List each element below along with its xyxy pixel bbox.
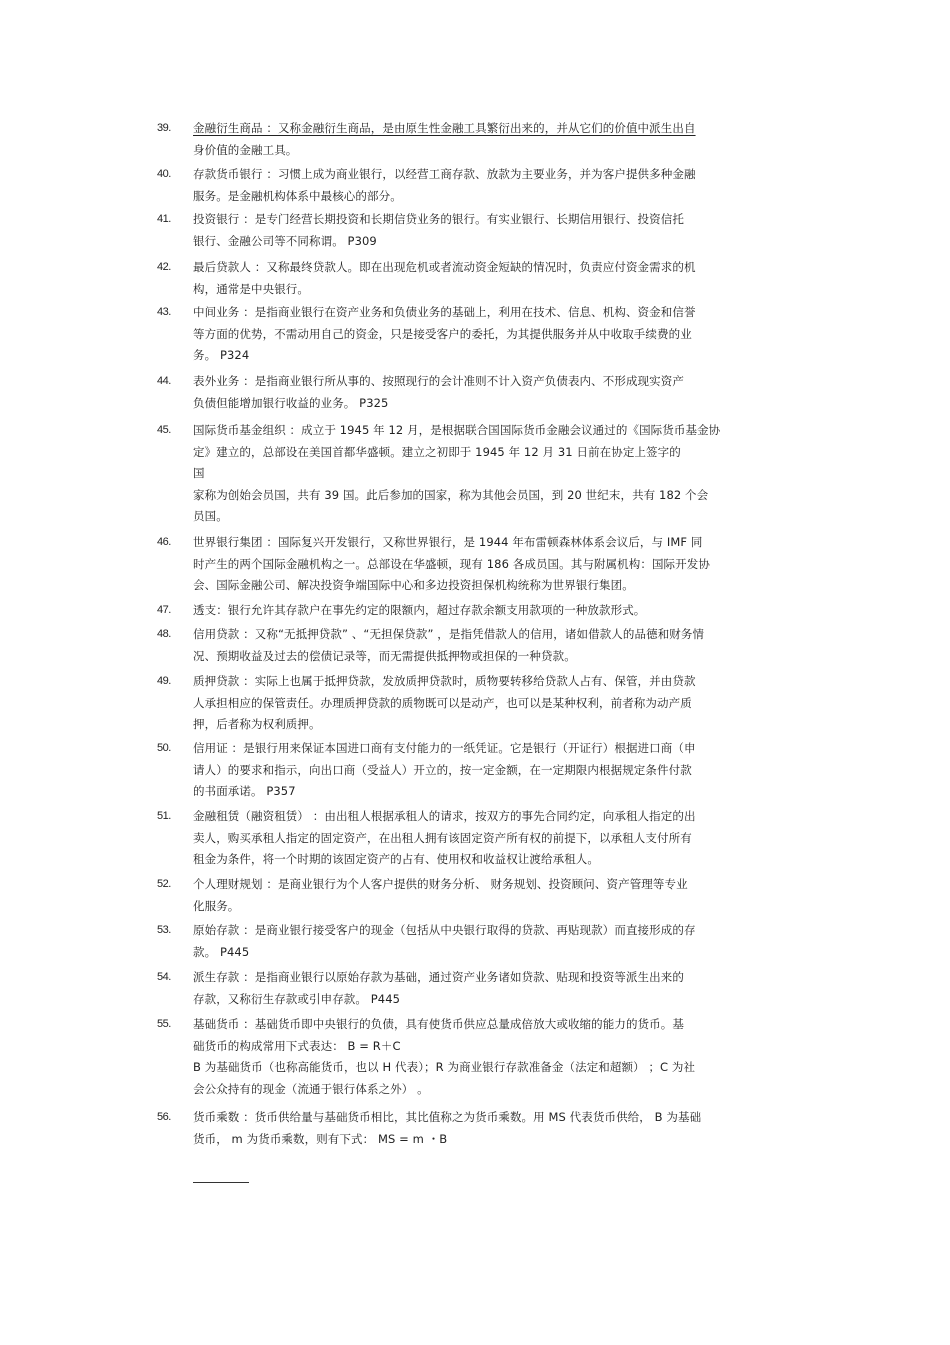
entry-body: [193, 671, 817, 736]
entry-line: 构，通常是中央银行。: [193, 281, 309, 296]
entry-body: [193, 967, 817, 1010]
entry-47: [157, 600, 817, 622]
entry-line: 请人）的要求和指示，向出口商（受益人）开立的，按一定金额，在一定期限内根据规定条件付款: [193, 762, 692, 777]
entry-number: 46.: [157, 536, 171, 548]
entry-line: 原始存款 ：是商业银行接受客户的现金（包括从中央银行取得的贷款、再贴现款）而直接形成的存: [193, 923, 696, 937]
entry-number: 48.: [157, 628, 171, 640]
entry-number: 50.: [157, 742, 171, 754]
entry-52: [157, 874, 817, 917]
entry-44: [157, 371, 817, 414]
entry-body: [193, 164, 817, 207]
entry-line: 负债但能增加银行收益的业务。 P325: [193, 395, 389, 410]
entry-line: 个人理财规划 ：是商业银行为个人客户提供的财务分析、 财务规划、投资顾问、资产管理等专业: [193, 877, 688, 891]
entry-line: 的书面承诺。 P357: [193, 784, 296, 798]
entry-line: 透支：银行允许其存款户在事先约定的限额内，超过存款余额支用款项的一种放款形式。: [193, 603, 646, 617]
entry-number: 39.: [157, 122, 171, 134]
entry-line: 存款，又称衍生存款或引申存款。 P445: [193, 991, 401, 1006]
entry-number: 45.: [157, 424, 171, 436]
entry-line: 押，后者称为权利质押。: [193, 717, 321, 731]
entry-line: 世界银行集团 ：国际复兴开发银行，又称世界银行，是 1944 年布雷顿森林体系会议后，与 IMF 同: [193, 535, 703, 549]
entry-body: [193, 920, 817, 963]
entry-line: B 为基础货币（也称高能货币，也以 H 代表）；R 为商业银行存款准备金（法定和超额） ；C 为社: [193, 1060, 696, 1074]
entry-line: 最后贷款人 ：又称最终贷款人。即在出现危机或者流动资金短缺的情况时，负责应付资金需求的机: [193, 260, 696, 274]
entry-number: 41.: [157, 213, 171, 225]
entry-body: [193, 302, 817, 367]
entry-body: [193, 118, 817, 161]
entry-line: 家称为创始会员国，共有 39 国。此后参加的国家，称为其他会员国，到 20 世纪末，共有 182 个会: [193, 487, 709, 502]
entry-line: 存款货币银行 ：习惯上成为商业银行，以经营工商存款、放款为主要业务，并为客户提供多种金融: [193, 167, 696, 181]
entry-line: 质押贷款 ：实际上也属于抵押贷款，发放质押贷款时，质物要转移给贷款人占有、保管，并由贷款: [193, 674, 696, 688]
entry-line: 金融租赁（融资租赁） ：由出租人根据承租人的请求，按双方的事先合同约定，向承租人指定的出: [193, 809, 696, 823]
entry-line: 服务。是金融机构体系中最核心的部分。: [193, 188, 402, 203]
entry-line: 银行、金融公司等不同称谓。 P309: [193, 233, 377, 248]
entry-42: [157, 257, 817, 300]
entry-line: 货币， m 为货币乘数，则有下式： MS = m ・B: [193, 1131, 448, 1146]
entry-55: [157, 1014, 817, 1100]
entry-40: [157, 164, 817, 207]
entry-line: 身价值的金融工具。: [193, 142, 298, 157]
entry-number: 42.: [157, 261, 171, 273]
entry-45: [157, 420, 817, 528]
entry-body: [193, 624, 817, 667]
entry-line: 卖人，购买承租人指定的固定资产，在出租人拥有该固定资产所有权的前提下，以承租人支付所有: [193, 830, 692, 845]
entry-43: [157, 302, 817, 367]
entry-body: [193, 209, 817, 252]
entry-line: 货币乘数 ：货币供给量与基础货币相比，其比值称之为货币乘数。用 MS 代表货币供给， B 为基础: [193, 1110, 702, 1124]
entry-line: 国: [193, 466, 205, 480]
entry-line: 会、国际金融公司、解决投资争端国际中心和多边投资担保机构统称为世界银行集团。: [193, 578, 634, 592]
entry-line: 投资银行 ：是专门经营长期投资和长期信贷业务的银行。有实业银行、长期信用银行、投资信托: [193, 212, 684, 226]
entry-line: 款。 P445: [193, 944, 250, 959]
entry-number: 51.: [157, 810, 171, 822]
footnote-separator: [193, 1182, 249, 1183]
entry-line: 务。 P324: [193, 348, 250, 362]
entry-53: [157, 920, 817, 963]
entry-body: [193, 371, 817, 414]
entry-body: [193, 600, 817, 622]
entry-line: 表外业务 ：是指商业银行所从事的、按照现行的会计准则不计入资产负债表内、不形成现实资产: [193, 374, 684, 388]
entry-39: [157, 118, 817, 161]
entry-line: 会公众持有的现金（流通于银行体系之外） 。: [193, 1081, 429, 1096]
entry-46: [157, 532, 817, 597]
entry-54: [157, 967, 817, 1010]
entry-line: 基础货币 ：基础货币即中央银行的负债，具有使货币供应总量成倍放大或收缩的能力的货币。基: [193, 1017, 684, 1031]
entry-56: [157, 1107, 817, 1150]
entry-line: 化服务。: [193, 898, 240, 913]
entry-line: 等方面的优势，不需动用自己的资金，只是接受客户的委托，为其提供服务并从中收取手续费的业: [193, 326, 692, 341]
entry-number: 47.: [157, 604, 171, 616]
entry-line: 信用证 ：是银行用来保证本国进口商有支付能力的一纸凭证。它是银行（开证行）根据进口商（申: [193, 741, 696, 755]
entry-number: 54.: [157, 971, 171, 983]
entry-body: [193, 532, 817, 597]
entry-line: 时产生的两个国际金融机构之一。总部设在华盛顿，现有 186 各成员国。其与附属机构：国际开发协: [193, 556, 710, 571]
entry-body: [193, 806, 817, 871]
entry-41: [157, 209, 817, 252]
entry-number: 55.: [157, 1018, 171, 1030]
entry-line: 租金为条件，将一个时期的该固定资产的占有、使用权和收益权让渡给承租人。: [193, 852, 599, 866]
entry-48: [157, 624, 817, 667]
entry-line: 国际货币基金组织 ：成立于 1945 年 12 月，是根据联合国国际货币金融会议通过的《国际货币基金协: [193, 423, 721, 437]
entry-body: [193, 1107, 817, 1150]
entry-number: 44.: [157, 375, 171, 387]
entry-line: 人承担相应的保管责任。办理质押贷款的质物既可以是动产，也可以是某种权利，前者称为动产质: [193, 695, 692, 710]
entry-line: 础货币的构成常用下式表达： B = R＋C: [193, 1038, 401, 1053]
entry-line: 员国。: [193, 509, 228, 523]
entry-number: 49.: [157, 675, 171, 687]
entry-line: 派生存款 ：是指商业银行以原始存款为基础，通过资产业务诸如贷款、贴现和投资等派生出来的: [193, 970, 684, 984]
entry-line: 中间业务 ：是指商业银行在资产业务和负债业务的基础上，利用在技术、信息、机构、资金和信誉: [193, 305, 696, 319]
entry-number: 43.: [157, 306, 171, 318]
entry-line: 信用贷款 ：又称“无抵押贷款” 、“无担保贷款” ，是指凭借款人的信用，诸如借款人的品德和财务情: [193, 627, 705, 641]
entry-number: 56.: [157, 1111, 171, 1123]
entry-number: 52.: [157, 878, 171, 890]
entry-number: 53.: [157, 924, 171, 936]
entry-body: [193, 1014, 817, 1100]
entry-body: [193, 738, 817, 803]
entry-number: 40.: [157, 168, 171, 180]
entry-line: 定》建立的，总部设在美国首都华盛顿。建立之初即于 1945 年 12 月 31 日前在协定上签字的: [193, 444, 681, 459]
entry-body: [193, 257, 817, 300]
entry-body: [193, 874, 817, 917]
entry-line: 况、预期收益及过去的偿债记录等，而无需提供抵押物或担保的一种贷款。: [193, 648, 576, 663]
entry-line: 金融衍生商品 ：又称金融衍生商品，是由原生性金融工具繁衍出来的，并从它们的价值中派生出自: [193, 121, 696, 135]
entry-50: [157, 738, 817, 803]
entry-51: [157, 806, 817, 871]
entry-49: [157, 671, 817, 736]
entry-body: [193, 420, 817, 528]
